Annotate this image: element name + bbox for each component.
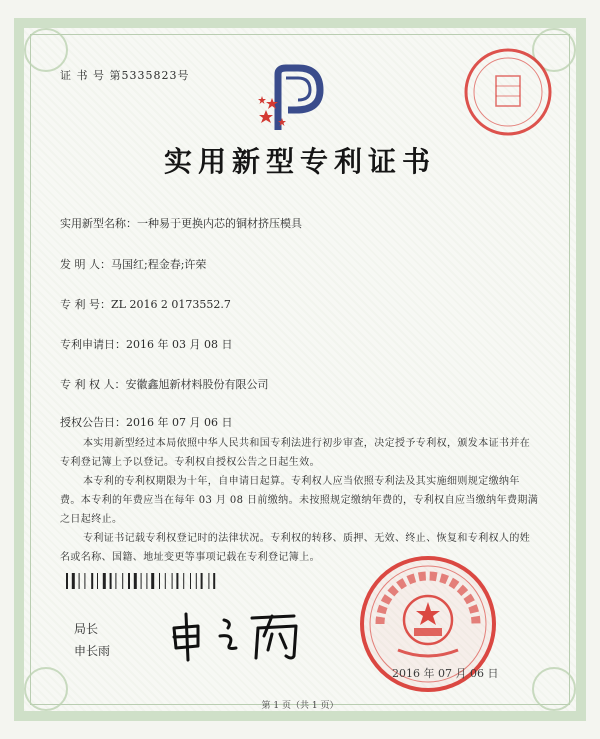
corner-ornament [24, 28, 68, 72]
barcode-bar [172, 573, 173, 589]
barcode-bar [115, 573, 116, 589]
barcode-bar [79, 573, 80, 589]
field-patent-number [60, 296, 231, 312]
barcode-bar [84, 573, 85, 589]
certificate-title: 实用新型专利证书 [163, 145, 436, 178]
field-label: 授权公告日： [60, 416, 126, 429]
field-value: 安徽鑫旭新材料股份有限公司 [125, 378, 269, 391]
barcode-bar [141, 573, 142, 589]
barcode-bar [146, 573, 147, 589]
barcode-bar [183, 573, 184, 589]
field-label: 实用新型名称： [60, 217, 137, 230]
barcode-bar [66, 573, 68, 589]
barcode-bar [151, 573, 154, 589]
barcode-bar [201, 573, 203, 589]
cnipa-logo-icon [258, 64, 324, 134]
director-name: 申长雨 [74, 644, 111, 658]
barcode-bar [122, 573, 123, 589]
field-label: 发 明 人： [60, 258, 111, 271]
field-value: 2016 年 07 月 06 日 [126, 416, 233, 429]
body-paragraph: 专利证书记载专利权登记时的法律状况。专利权的转移、质押、无效、终止、恢复和专利权人的姓名或名称、国籍、地址变更等事项记载在专利登记簿上。 [60, 533, 531, 563]
barcode-bar [165, 573, 166, 589]
page-footer: 第 1 页（共 1 页） [261, 701, 339, 711]
barcode-icon [66, 573, 246, 589]
barcode-bar [196, 573, 197, 589]
body-paragraph: 本实用新型经过本局依照中华人民共和国专利法进行初步审查，决定授予专利权，颁发本证书并在专利登记簿上予以登记。专利权自授权公告之日起生效。 [60, 438, 531, 468]
barcode-bar [103, 573, 106, 589]
field-inventor [60, 256, 206, 272]
barcode-bar [190, 573, 191, 589]
barcode-bar [213, 573, 215, 589]
field-filing-date [60, 336, 232, 352]
field-label: 专 利 权 人： [60, 378, 126, 391]
field-value: 2016 年 03 月 08 日 [126, 338, 233, 351]
barcode-bar [159, 573, 160, 589]
field-value: 马国红;程金春;许荣 [111, 258, 207, 271]
barcode-bar [208, 573, 209, 589]
barcode-bar [128, 573, 130, 589]
field-label: 专利申请日： [60, 338, 126, 351]
director-title: 局长 [74, 622, 99, 636]
barcode-bar [176, 573, 178, 589]
barcode-bar [134, 573, 137, 589]
barcode-bar [110, 573, 112, 589]
agency-seal-icon [462, 46, 554, 138]
field-utility-model-name [60, 215, 302, 231]
body-paragraph: 本专利的专利权期限为十年，自申请日起算。专利权人应当依照专利法及其实施细则规定缴纳年费。本专利的年费应当在每年 03 月 08 日前缴纳。未按照规定缴纳年费的，专利权自应当缴纳年费期满之日起终止。 [60, 476, 539, 525]
field-patentee [60, 376, 269, 392]
field-label: 专 利 号： [60, 298, 111, 311]
barcode-bar [91, 573, 93, 589]
certificate-number: 证 书 号 第5335823号 [60, 69, 190, 82]
seal-date: 2016 年 07 月 06 日 [392, 667, 499, 680]
barcode-bar [97, 573, 98, 589]
field-value: 一种易于更换内芯的铜材挤压模具 [137, 217, 302, 230]
field-grant-date [60, 414, 232, 430]
field-value: ZL 2016 2 0173552.7 [111, 298, 231, 311]
certificate-body [60, 434, 540, 567]
handwritten-signature-icon [168, 606, 318, 662]
barcode-bar [72, 573, 75, 589]
